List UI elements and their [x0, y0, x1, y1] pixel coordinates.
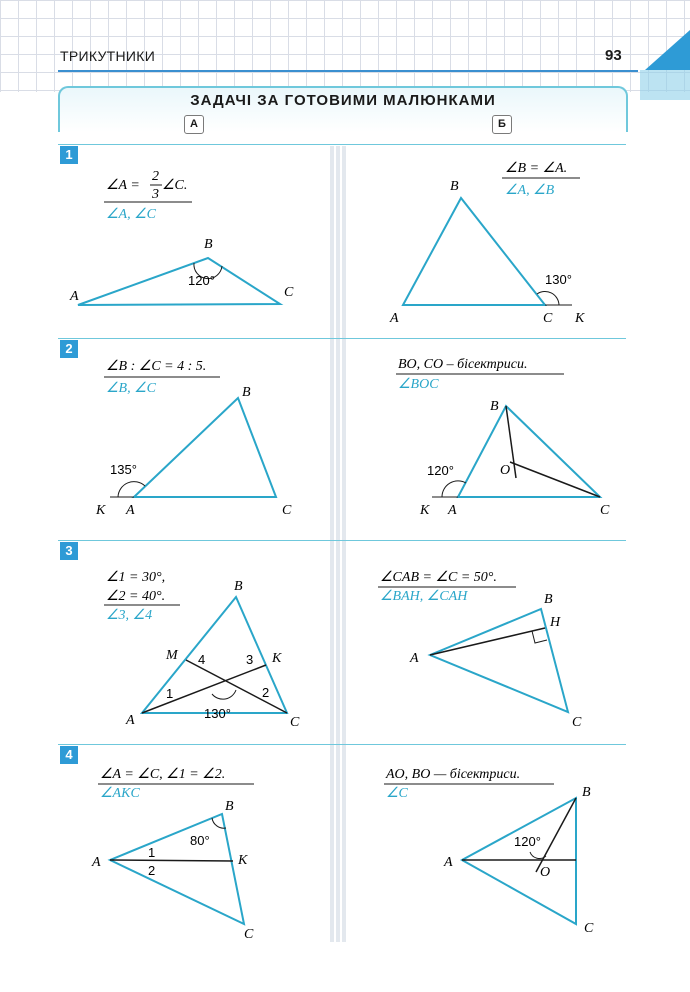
- task-4a-angle: 80°: [190, 833, 210, 848]
- task-3a-given2: ∠2 = 40°.: [106, 589, 166, 604]
- task-2b-triangle: [458, 406, 600, 497]
- task-1a-angle: 120°: [188, 273, 215, 288]
- task-3a-find: ∠3, ∠4: [106, 608, 153, 623]
- section-4-number: 4: [60, 746, 78, 764]
- task-3a-label-m: M: [166, 648, 178, 663]
- task-3b: [378, 570, 582, 730]
- task-1a-label-a: A: [70, 289, 79, 304]
- task-3a-given1: ∠1 = 30°,: [106, 570, 166, 585]
- task-2b-find: ∠BOC: [398, 377, 439, 392]
- task-2b-label-o: O: [500, 463, 511, 478]
- task-3a-mark-1: 1: [166, 686, 174, 701]
- task-4a-label-b: B: [225, 799, 234, 814]
- task-2a-angle: 135°: [110, 462, 137, 477]
- task-2a-triangle: [134, 398, 276, 497]
- task-4b-label-a: A: [444, 855, 453, 870]
- task-3a-mark-2: 2: [262, 685, 270, 700]
- task-4b: [384, 767, 594, 936]
- task-3a: [104, 570, 300, 730]
- task-3b-label-a: A: [410, 651, 419, 666]
- task-2b: [396, 357, 610, 518]
- task-1b-find: ∠A, ∠B: [505, 183, 555, 198]
- task-3b-find: ∠BAH, ∠CAH: [380, 589, 468, 604]
- task-4a-mark-1: 1: [148, 845, 156, 860]
- task-4b-find: ∠C: [386, 786, 408, 801]
- task-1a-triangle: [78, 258, 280, 305]
- task-3a-label-c: C: [290, 715, 300, 730]
- task-2b-bisector-c: [510, 462, 600, 497]
- task-4a: [91, 767, 254, 942]
- task-1b: [389, 161, 585, 326]
- task-1b-given: ∠B = ∠A.: [505, 161, 568, 176]
- task-2b-label-c: C: [600, 503, 610, 518]
- task-1a-given-tail: ∠C.: [162, 178, 188, 193]
- section-1-number: 1: [60, 146, 78, 164]
- task-3a-angle-arc: [212, 690, 236, 699]
- task-3b-label-b: B: [544, 592, 553, 607]
- banner-title: ЗАДАЧІ ЗА ГОТОВИМИ МАЛЮНКАМИ: [190, 92, 496, 109]
- task-3a-label-k: K: [272, 651, 282, 666]
- task-3a-angle: 130°: [204, 706, 231, 721]
- task-4a-mark-2: 2: [148, 863, 156, 878]
- task-3b-label-h: H: [550, 615, 561, 630]
- task-2b-label-a: A: [448, 503, 457, 518]
- task-1b-triangle: [403, 198, 545, 305]
- task-2b-given: BO, CO – бісектриси.: [398, 357, 528, 372]
- section-3-number: 3: [60, 542, 78, 560]
- task-4a-label-a: A: [92, 855, 101, 870]
- task-1a-frac-num: 2: [152, 169, 159, 184]
- task-1b-label-k: K: [575, 311, 585, 326]
- task-4b-triangle: [462, 798, 576, 924]
- chapter-title: ТРИКУТНИКИ: [60, 48, 156, 64]
- task-3a-label-b: B: [234, 579, 243, 594]
- task-1a: [69, 169, 294, 305]
- task-1b-label-b: B: [450, 179, 459, 194]
- column-label-a: А: [184, 115, 204, 134]
- task-3b-triangle: [430, 609, 568, 712]
- task-4b-angle: 120°: [514, 834, 541, 849]
- section-2-number: 2: [60, 340, 78, 358]
- task-2b-label-b: B: [490, 399, 499, 414]
- task-2a-find: ∠B, ∠C: [106, 381, 156, 396]
- task-4a-triangle: [110, 814, 244, 924]
- task-2a-label-k: K: [96, 503, 106, 518]
- task-2b-label-k: K: [420, 503, 430, 518]
- task-2a: [95, 359, 292, 518]
- task-4b-label-b: B: [582, 785, 591, 800]
- page-number: 93: [605, 47, 622, 64]
- task-2b-angle: 120°: [427, 463, 454, 478]
- task-2a-label-c: C: [282, 503, 292, 518]
- task-4b-label-c: C: [584, 921, 594, 936]
- task-4b-angle-arc: [530, 852, 546, 859]
- task-3b-given: ∠CAB = ∠C = 50°.: [380, 570, 497, 585]
- task-4b-label-o: O: [540, 865, 551, 880]
- task-1a-label-b: B: [204, 237, 213, 252]
- task-1b-angle: 130°: [545, 272, 572, 287]
- task-1a-frac-den: 3: [152, 187, 159, 202]
- task-2a-given: ∠B : ∠C = 4 : 5.: [106, 359, 207, 374]
- task-4a-label-c: C: [244, 927, 254, 942]
- task-2a-label-a: A: [126, 503, 135, 518]
- task-4b-given: AO, BO — бісектриси.: [386, 767, 521, 782]
- column-label-b: Б: [492, 115, 512, 134]
- task-4a-find: ∠AKC: [100, 786, 140, 801]
- task-3b-label-c: C: [572, 715, 582, 730]
- task-3b-right-angle: [532, 631, 547, 643]
- task-1a-find: ∠A, ∠C: [106, 207, 156, 222]
- task-3a-label-a: A: [126, 713, 135, 728]
- task-4a-label-k: K: [238, 853, 248, 868]
- task-4a-given: ∠A = ∠C, ∠1 = ∠2.: [100, 767, 226, 782]
- task-1b-label-a: A: [390, 311, 399, 326]
- task-3a-segment-cm: [186, 660, 287, 713]
- task-1b-label-c: C: [543, 311, 553, 326]
- task-1a-label-c: C: [284, 285, 294, 300]
- task-3a-mark-3: 3: [246, 652, 254, 667]
- task-3a-mark-4: 4: [198, 652, 206, 667]
- task-2a-label-b: B: [242, 385, 251, 400]
- task-1a-given: ∠A =: [106, 178, 140, 193]
- task-4a-segment-ak: [110, 860, 233, 861]
